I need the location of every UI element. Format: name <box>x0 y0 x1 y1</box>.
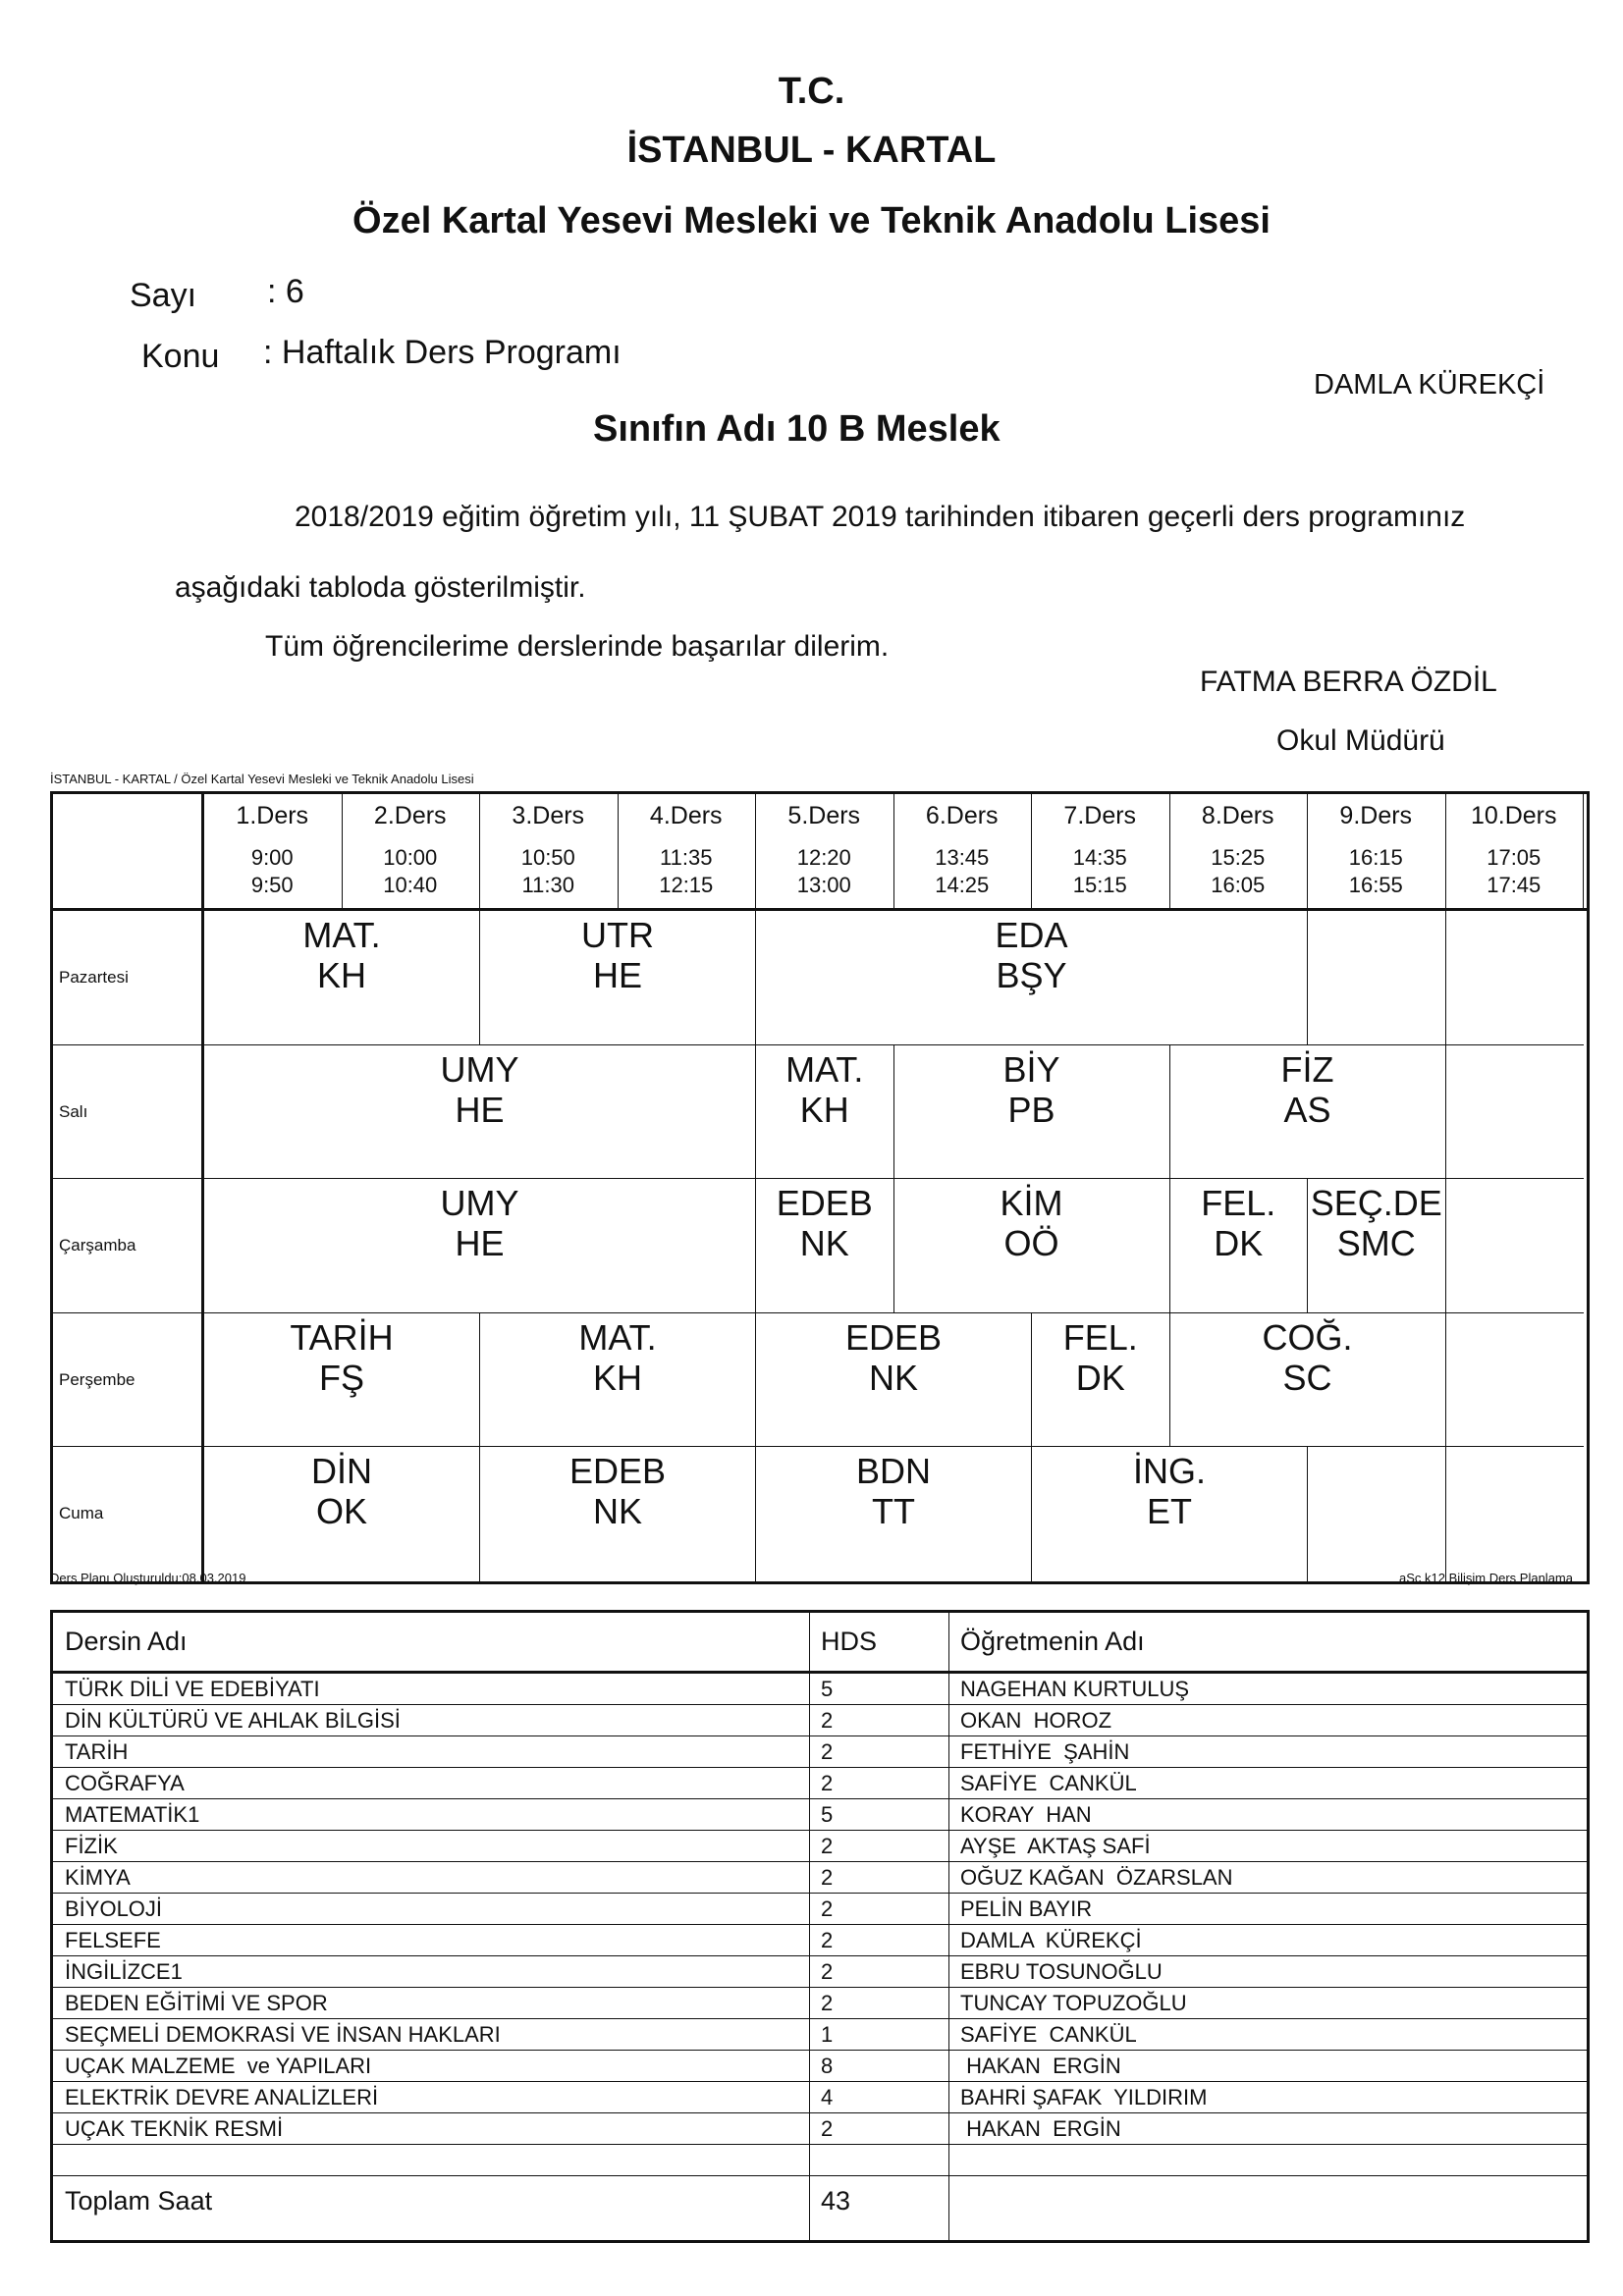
period-end: 14:25 <box>935 873 990 897</box>
period-header <box>618 802 756 899</box>
subject-row <box>53 2082 1587 2113</box>
subject-name: BİYOLOJİ <box>65 1896 163 1921</box>
subject-name: TARİH <box>65 1739 129 1764</box>
period-name: 3.Ders <box>512 802 585 829</box>
period-name: 1.Ders <box>236 802 309 829</box>
lesson-teacher: SC <box>1282 1357 1332 1398</box>
intro-paragraph: 2018/2019 eğitim öğretim yılı, 11 ŞUBAT 2019 tarihinden itibaren geçerli ders programınız <box>295 501 1466 533</box>
period-name: 8.Ders <box>1201 802 1274 829</box>
period-name: 6.Ders <box>925 802 999 829</box>
subject-row <box>53 1705 1587 1736</box>
period-header <box>755 802 893 899</box>
lesson-cell <box>480 911 756 1045</box>
period-start: 9:00 <box>250 845 294 870</box>
lesson-cell <box>756 911 1308 1045</box>
lesson-teacher: AS <box>1283 1089 1331 1130</box>
total-row <box>53 2176 1587 2240</box>
period-header <box>1169 802 1308 899</box>
lesson-cell <box>204 1179 756 1313</box>
subject-hours: 5 <box>821 1677 834 1701</box>
day-divider <box>53 1178 203 1179</box>
lesson-teacher: HE <box>592 955 642 995</box>
subject-teacher: OKAN HOROZ <box>960 1708 1112 1733</box>
subject-hours: 2 <box>821 1834 834 1858</box>
subject-hours: 5 <box>821 1802 834 1827</box>
lesson-subject: İNG. <box>1132 1451 1206 1491</box>
subject-hours: 1 <box>821 2022 834 2047</box>
lesson-subject: FİZ <box>1280 1048 1334 1090</box>
lesson-cell <box>204 1313 480 1448</box>
period-start: 11:35 <box>660 845 713 870</box>
empty-cell <box>1446 1313 1585 1448</box>
class-name: Sınıfın Adı 10 B Meslek <box>593 408 1001 450</box>
period-header <box>203 802 342 899</box>
period-end: 11:30 <box>521 873 574 897</box>
lesson-teacher: FŞ <box>318 1357 364 1398</box>
lesson-cell <box>756 1313 1032 1448</box>
subject-name: KİMYA <box>65 1865 131 1890</box>
signer-title: Okul Müdürü <box>1276 724 1445 757</box>
lesson-cell <box>1032 1447 1308 1581</box>
subject-hours: 2 <box>821 1991 834 2015</box>
period-end: 10:40 <box>383 873 438 897</box>
period-start: 13:45 <box>935 845 990 870</box>
period-start: 12:20 <box>796 845 851 870</box>
period-header <box>1031 802 1169 899</box>
subject-row <box>53 1799 1587 1831</box>
lesson-teacher: ET <box>1146 1491 1192 1531</box>
sayi-label: Sayı <box>130 277 197 314</box>
subject-teacher: KORAY HAN <box>960 1802 1092 1827</box>
lesson-teacher: SMC <box>1336 1223 1416 1263</box>
lesson-subject: SEÇ.DE <box>1310 1183 1442 1223</box>
subject-row <box>53 2051 1587 2082</box>
subject-hours: 4 <box>821 2085 834 2109</box>
period-name: 2.Ders <box>373 802 447 829</box>
subjects-header-row <box>53 1613 1587 1674</box>
period-header <box>1307 802 1445 899</box>
subject-row <box>53 1862 1587 1894</box>
period-start: 10:50 <box>520 845 575 870</box>
period-start: 17:05 <box>1487 845 1542 870</box>
subject-hours: 2 <box>821 1771 834 1795</box>
lesson-cell <box>1032 1313 1170 1448</box>
subject-row <box>53 1674 1587 1705</box>
lesson-cell <box>480 1313 756 1448</box>
wish-paragraph: Tüm öğrencilerime derslerinde başarılar dilerim. <box>265 630 890 663</box>
subject-name: UÇAK TEKNİK RESMİ <box>65 2116 284 2141</box>
day-label: Cuma <box>59 1504 104 1522</box>
lesson-teacher: DK <box>1075 1357 1125 1398</box>
day-divider <box>53 1312 203 1313</box>
lesson-subject: FEL. <box>1201 1183 1276 1223</box>
lesson-teacher: PB <box>1007 1089 1055 1130</box>
lesson-cell <box>204 1447 480 1581</box>
period-end: 17:45 <box>1487 873 1542 897</box>
konu-value: : Haftalık Ders Programı <box>263 334 622 371</box>
lesson-subject: UMY <box>440 1048 519 1090</box>
lesson-teacher: OÖ <box>1003 1223 1059 1263</box>
empty-cell <box>1446 1045 1585 1180</box>
lesson-subject: UTR <box>581 915 654 955</box>
header-school: Özel Kartal Yesevi Mesleki ve Teknik Anadolu Lisesi <box>352 200 1271 241</box>
lesson-teacher: NK <box>799 1223 849 1263</box>
timetable-caption: İSTANBUL - KARTAL / Özel Kartal Yesevi Mesleki ve Teknik Anadolu Lisesi <box>50 772 474 786</box>
period-end: 16:05 <box>1211 873 1266 897</box>
subject-hours: 2 <box>821 1959 834 1984</box>
empty-cell <box>1308 911 1446 1045</box>
lesson-teacher: KH <box>592 1357 642 1398</box>
lesson-cell <box>204 1045 756 1180</box>
lesson-subject: EDEB <box>776 1183 873 1223</box>
timetable-footer-right: aSc k12 Bilişim Ders Planlama <box>1398 1571 1573 1585</box>
lesson-teacher: KH <box>316 955 366 995</box>
subject-row <box>53 1925 1587 1956</box>
lesson-subject: MAT. <box>578 1316 657 1358</box>
subject-row <box>53 1831 1587 1862</box>
addressee: DAMLA KÜREKÇİ <box>1314 369 1545 400</box>
sayi-value: : 6 <box>267 273 304 310</box>
subject-name: BEDEN EĞİTİMİ VE SPOR <box>65 1991 328 2015</box>
period-name: 10.Ders <box>1470 802 1557 829</box>
period-name: 5.Ders <box>787 802 861 829</box>
lesson-subject: DİN <box>311 1451 372 1491</box>
subject-row <box>53 1988 1587 2019</box>
empty-cell <box>1446 1179 1585 1313</box>
subject-teacher: DAMLA KÜREKÇİ <box>960 1928 1142 1952</box>
period-start: 14:35 <box>1072 845 1127 870</box>
period-end: 15:15 <box>1072 873 1127 897</box>
lesson-subject: COĞ. <box>1262 1316 1353 1358</box>
subject-hours: 8 <box>821 2054 834 2078</box>
lesson-subject: EDA <box>995 915 1068 955</box>
lesson-teacher: NK <box>868 1357 918 1398</box>
subject-hours: 2 <box>821 1708 834 1733</box>
lesson-cell <box>1308 1179 1446 1313</box>
subject-row <box>53 2113 1587 2145</box>
subject-row <box>53 1894 1587 1925</box>
subject-teacher: SAFİYE CANKÜL <box>960 2022 1137 2047</box>
lesson-teacher: KH <box>799 1089 849 1130</box>
lesson-teacher: NK <box>592 1491 642 1531</box>
subject-name: FELSEFE <box>65 1928 161 1952</box>
lesson-subject: TARİH <box>290 1316 394 1358</box>
empty-cell <box>1308 1447 1446 1581</box>
subject-name: UÇAK MALZEME ve YAPILARI <box>65 2054 372 2078</box>
konu-label: Konu <box>141 338 220 375</box>
lesson-teacher: HE <box>455 1089 505 1130</box>
subject-row <box>53 1956 1587 1988</box>
subject-teacher: HAKAN ERGİN <box>960 2054 1121 2078</box>
lesson-teacher: TT <box>872 1491 915 1531</box>
subjects-table <box>50 1610 1590 2243</box>
subject-name: MATEMATİK1 <box>65 1802 200 1827</box>
subject-teacher: FETHİYE ŞAHİN <box>960 1739 1130 1764</box>
empty-cell <box>1446 1447 1585 1581</box>
period-end: 12:15 <box>659 873 714 897</box>
lesson-cell <box>756 1045 894 1180</box>
subject-teacher: PELİN BAYIR <box>960 1896 1093 1921</box>
lesson-subject: BDN <box>855 1451 931 1491</box>
subject-teacher: BAHRİ ŞAFAK YILDIRIM <box>960 2085 1208 2109</box>
day-label: Salı <box>59 1101 88 1121</box>
day-label: Perşembe <box>59 1369 135 1389</box>
lesson-teacher: BŞY <box>996 955 1067 995</box>
subject-teacher: AYŞE AKTAŞ SAFİ <box>960 1834 1151 1858</box>
intro-paragraph-cont: aşağıdaki tabloda gösterilmiştir. <box>175 571 586 604</box>
lesson-cell <box>756 1179 894 1313</box>
subject-hours: 2 <box>821 1739 834 1764</box>
subject-teacher: OĞUZ KAĞAN ÖZARSLAN <box>960 1865 1233 1890</box>
subject-teacher: EBRU TOSUNOĞLU <box>960 1959 1163 1984</box>
subject-row <box>53 2019 1587 2051</box>
subject-name: SEÇMELİ DEMOKRASİ VE İNSAN HAKLARI <box>65 2022 501 2047</box>
subject-hours: 2 <box>821 1896 834 1921</box>
period-header <box>479 802 618 899</box>
subject-name: İNGİLİZCE1 <box>65 1959 183 1984</box>
subject-teacher: TUNCAY TOPUZOĞLU <box>960 1991 1187 2015</box>
subject-row <box>53 1768 1587 1799</box>
subject-name: DİN KÜLTÜRÜ VE AHLAK BİLGİSİ <box>65 1708 401 1733</box>
period-header <box>342 802 480 899</box>
period-start: 10:00 <box>383 845 438 870</box>
header-tc: T.C. <box>778 71 845 112</box>
signer-name: FATMA BERRA ÖZDİL <box>1200 666 1497 698</box>
lesson-subject: UMY <box>440 1183 519 1223</box>
subject-row-empty <box>53 2145 1587 2176</box>
lesson-cell <box>894 1045 1170 1180</box>
period-start: 15:25 <box>1211 845 1266 870</box>
lesson-cell <box>204 911 480 1045</box>
lesson-cell <box>480 1447 756 1581</box>
lesson-subject: BİY <box>1002 1048 1060 1090</box>
subject-hours: 2 <box>821 2116 834 2141</box>
period-name: 7.Ders <box>1063 802 1137 829</box>
lesson-cell <box>1170 1313 1446 1448</box>
day-label: Çarşamba <box>59 1236 136 1255</box>
period-name: 9.Ders <box>1339 802 1413 829</box>
lesson-subject: EDEB <box>844 1316 943 1358</box>
lesson-subject: EDEB <box>568 1451 667 1491</box>
subjects-header-name: Dersin Adı <box>65 1627 188 1656</box>
period-header <box>1445 802 1584 899</box>
subject-row <box>53 1736 1587 1768</box>
subjects-header-teacher: Öğretmenin Adı <box>960 1627 1145 1656</box>
day-divider <box>53 1044 203 1045</box>
period-header <box>893 802 1032 899</box>
subject-hours: 2 <box>821 1865 834 1890</box>
total-label: Toplam Saat <box>65 2186 213 2216</box>
subject-teacher: SAFİYE CANKÜL <box>960 1771 1137 1795</box>
day-divider <box>53 1446 203 1447</box>
lesson-teacher: OK <box>315 1491 367 1531</box>
period-end: 9:50 <box>250 873 294 897</box>
header-city: İSTANBUL - KARTAL <box>626 130 997 171</box>
grid-vline <box>1583 794 1584 908</box>
subjects-header-hours: HDS <box>821 1627 878 1656</box>
day-label: Pazartesi <box>59 968 129 987</box>
lesson-subject: KİM <box>1000 1183 1063 1223</box>
lesson-cell <box>756 1447 1032 1581</box>
subject-teacher: HAKAN ERGİN <box>960 2116 1121 2141</box>
lesson-cell <box>1170 1045 1446 1180</box>
timetable <box>50 791 1590 1584</box>
subject-name: TÜRK DİLİ VE EDEBİYATI <box>65 1677 320 1701</box>
lesson-subject: FEL. <box>1062 1316 1138 1358</box>
subject-name: FİZİK <box>65 1834 118 1858</box>
lesson-cell <box>894 1179 1170 1313</box>
empty-cell <box>1446 911 1585 1045</box>
lesson-subject: MAT. <box>302 915 381 955</box>
subject-name: ELEKTRİK DEVRE ANALİZLERİ <box>65 2085 379 2109</box>
subject-hours: 2 <box>821 1928 834 1952</box>
period-end: 16:55 <box>1348 873 1403 897</box>
timetable-footer-left: Ders Planı Oluşturuldu:08.03.2019 <box>50 1571 246 1585</box>
lesson-subject: MAT. <box>785 1048 864 1090</box>
total-value: 43 <box>821 2186 851 2216</box>
lesson-cell <box>1170 1179 1309 1313</box>
period-start: 16:15 <box>1348 845 1403 870</box>
period-end: 13:00 <box>796 873 851 897</box>
lesson-teacher: DK <box>1214 1223 1264 1263</box>
subject-name: COĞRAFYA <box>65 1771 185 1795</box>
period-name: 4.Ders <box>649 802 723 829</box>
lesson-teacher: HE <box>455 1223 505 1263</box>
subject-teacher: NAGEHAN KURTULUŞ <box>960 1677 1190 1701</box>
